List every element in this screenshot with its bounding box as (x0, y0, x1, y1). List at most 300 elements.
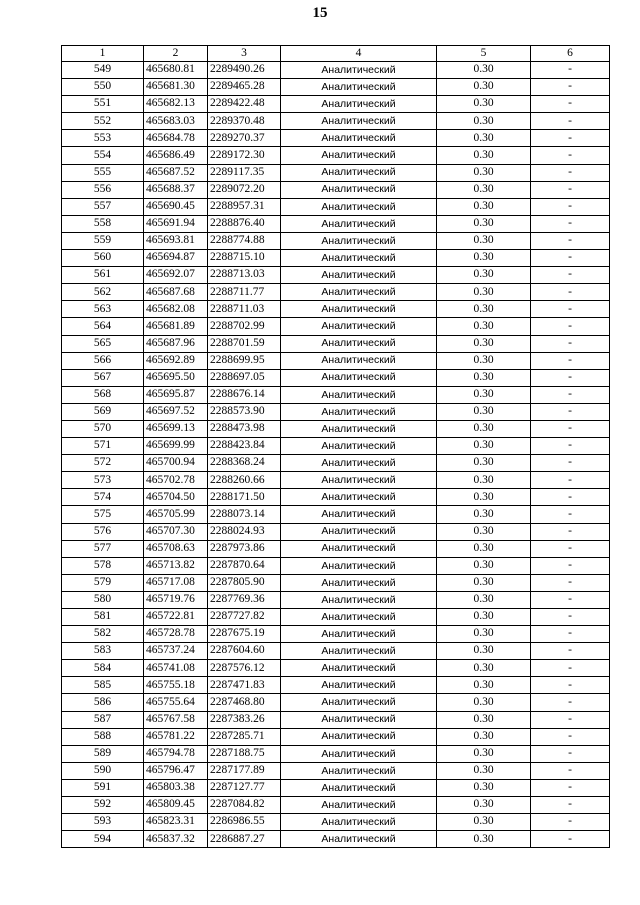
accuracy-cell: 0.30 (437, 762, 531, 779)
point-number-cell: 579 (62, 574, 144, 591)
point-number-cell: 562 (62, 284, 144, 301)
note-cell: - (531, 62, 610, 79)
method-cell: Аналитический (281, 130, 437, 147)
y-coordinate-cell: 2286986.55 (208, 814, 281, 831)
x-coordinate-cell: 465755.18 (144, 677, 208, 694)
y-coordinate-cell: 2288697.05 (208, 369, 281, 386)
table-row (62, 164, 610, 181)
method-cell: Аналитический (281, 438, 437, 455)
note-cell: - (531, 438, 610, 455)
note-cell: - (531, 130, 610, 147)
point-number-cell: 565 (62, 335, 144, 352)
method-cell: Аналитический (281, 745, 437, 762)
table-row (62, 694, 610, 711)
x-coordinate-cell: 465713.82 (144, 557, 208, 574)
method-cell: Аналитический (281, 591, 437, 608)
table-row (62, 96, 610, 113)
accuracy-cell: 0.30 (437, 831, 531, 848)
method-cell: Аналитический (281, 643, 437, 660)
y-coordinate-cell: 2287604.60 (208, 643, 281, 660)
table-row (62, 369, 610, 386)
method-cell: Аналитический (281, 626, 437, 643)
table-header-row (62, 46, 610, 62)
point-number-cell: 588 (62, 728, 144, 745)
accuracy-cell: 0.30 (437, 523, 531, 540)
note-cell: - (531, 643, 610, 660)
accuracy-cell: 0.30 (437, 557, 531, 574)
x-coordinate-cell: 465699.13 (144, 420, 208, 437)
note-cell: - (531, 677, 610, 694)
method-cell: Аналитический (281, 728, 437, 745)
point-number-cell: 587 (62, 711, 144, 728)
y-coordinate-cell: 2287727.82 (208, 609, 281, 626)
method-cell: Аналитический (281, 250, 437, 267)
table-row (62, 130, 610, 147)
note-cell: - (531, 318, 610, 335)
method-cell: Аналитический (281, 335, 437, 352)
method-cell: Аналитический (281, 455, 437, 472)
accuracy-cell: 0.30 (437, 79, 531, 96)
x-coordinate-cell: 465683.03 (144, 113, 208, 130)
point-number-cell: 560 (62, 250, 144, 267)
x-coordinate-cell: 465687.96 (144, 335, 208, 352)
point-number-cell: 563 (62, 301, 144, 318)
point-number-cell: 569 (62, 403, 144, 420)
accuracy-cell: 0.30 (437, 506, 531, 523)
point-number-cell: 552 (62, 113, 144, 130)
accuracy-cell: 0.30 (437, 215, 531, 232)
note-cell: - (531, 728, 610, 745)
point-number-cell: 580 (62, 591, 144, 608)
point-number-cell: 594 (62, 831, 144, 848)
table-row (62, 335, 610, 352)
note-cell: - (531, 489, 610, 506)
point-number-cell: 575 (62, 506, 144, 523)
table-row (62, 267, 610, 284)
y-coordinate-cell: 2289370.48 (208, 113, 281, 130)
accuracy-cell: 0.30 (437, 164, 531, 181)
y-coordinate-cell: 2288073.14 (208, 506, 281, 523)
x-coordinate-cell: 465755.64 (144, 694, 208, 711)
y-coordinate-cell: 2289072.20 (208, 181, 281, 198)
point-number-cell: 578 (62, 557, 144, 574)
y-coordinate-cell: 2288260.66 (208, 472, 281, 489)
point-number-cell: 577 (62, 540, 144, 557)
y-coordinate-cell: 2289172.30 (208, 147, 281, 164)
accuracy-cell: 0.30 (437, 438, 531, 455)
method-cell: Аналитический (281, 762, 437, 779)
point-number-cell: 573 (62, 472, 144, 489)
x-coordinate-cell: 465707.30 (144, 523, 208, 540)
accuracy-cell: 0.30 (437, 250, 531, 267)
note-cell: - (531, 660, 610, 677)
accuracy-cell: 0.30 (437, 728, 531, 745)
y-coordinate-cell: 2288711.77 (208, 284, 281, 301)
column-header-2: 2 (144, 46, 208, 62)
accuracy-cell: 0.30 (437, 420, 531, 437)
method-cell: Аналитический (281, 284, 437, 301)
column-header-3: 3 (208, 46, 281, 62)
method-cell: Аналитический (281, 164, 437, 181)
y-coordinate-cell: 2288473.98 (208, 420, 281, 437)
method-cell: Аналитический (281, 113, 437, 130)
note-cell: - (531, 609, 610, 626)
table-row (62, 232, 610, 249)
note-cell: - (531, 352, 610, 369)
accuracy-cell: 0.30 (437, 643, 531, 660)
x-coordinate-cell: 465692.07 (144, 267, 208, 284)
y-coordinate-cell: 2289117.35 (208, 164, 281, 181)
table-row (62, 814, 610, 831)
note-cell: - (531, 591, 610, 608)
x-coordinate-cell: 465708.63 (144, 540, 208, 557)
x-coordinate-cell: 465692.89 (144, 352, 208, 369)
note-cell: - (531, 79, 610, 96)
y-coordinate-cell: 2288701.59 (208, 335, 281, 352)
x-coordinate-cell: 465767.58 (144, 711, 208, 728)
y-coordinate-cell: 2287285.71 (208, 728, 281, 745)
table-row (62, 557, 610, 574)
point-number-cell: 553 (62, 130, 144, 147)
table-row (62, 831, 610, 848)
method-cell: Аналитический (281, 352, 437, 369)
note-cell: - (531, 745, 610, 762)
table-row (62, 386, 610, 403)
table-row (62, 318, 610, 335)
accuracy-cell: 0.30 (437, 711, 531, 728)
point-number-cell: 590 (62, 762, 144, 779)
accuracy-cell: 0.30 (437, 626, 531, 643)
method-cell: Аналитический (281, 540, 437, 557)
y-coordinate-cell: 2289490.26 (208, 62, 281, 79)
x-coordinate-cell: 465796.47 (144, 762, 208, 779)
table-row (62, 711, 610, 728)
point-number-cell: 591 (62, 779, 144, 796)
note-cell: - (531, 335, 610, 352)
x-coordinate-cell: 465694.87 (144, 250, 208, 267)
x-coordinate-cell: 465837.32 (144, 831, 208, 848)
note-cell: - (531, 181, 610, 198)
note-cell: - (531, 403, 610, 420)
x-coordinate-cell: 465688.37 (144, 181, 208, 198)
x-coordinate-cell: 465823.31 (144, 814, 208, 831)
point-number-cell: 551 (62, 96, 144, 113)
method-cell: Аналитический (281, 369, 437, 386)
accuracy-cell: 0.30 (437, 694, 531, 711)
note-cell: - (531, 797, 610, 814)
method-cell: Аналитический (281, 147, 437, 164)
x-coordinate-cell: 465741.08 (144, 660, 208, 677)
accuracy-cell: 0.30 (437, 198, 531, 215)
y-coordinate-cell: 2287383.26 (208, 711, 281, 728)
note-cell: - (531, 198, 610, 215)
accuracy-cell: 0.30 (437, 267, 531, 284)
accuracy-cell: 0.30 (437, 472, 531, 489)
table-row (62, 626, 610, 643)
accuracy-cell: 0.30 (437, 574, 531, 591)
y-coordinate-cell: 2288957.31 (208, 198, 281, 215)
x-coordinate-cell: 465728.78 (144, 626, 208, 643)
point-number-cell: 585 (62, 677, 144, 694)
y-coordinate-cell: 2287769.36 (208, 591, 281, 608)
method-cell: Аналитический (281, 506, 437, 523)
note-cell: - (531, 215, 610, 232)
accuracy-cell: 0.30 (437, 130, 531, 147)
column-header-5: 5 (437, 46, 531, 62)
table-row (62, 403, 610, 420)
point-number-cell: 555 (62, 164, 144, 181)
method-cell: Аналитический (281, 557, 437, 574)
y-coordinate-cell: 2288715.10 (208, 250, 281, 267)
y-coordinate-cell: 2287973.86 (208, 540, 281, 557)
point-number-cell: 564 (62, 318, 144, 335)
note-cell: - (531, 232, 610, 249)
table-row (62, 113, 610, 130)
method-cell: Аналитический (281, 198, 437, 215)
x-coordinate-cell: 465809.45 (144, 797, 208, 814)
y-coordinate-cell: 2288368.24 (208, 455, 281, 472)
point-number-cell: 593 (62, 814, 144, 831)
x-coordinate-cell: 465681.89 (144, 318, 208, 335)
note-cell: - (531, 831, 610, 848)
point-number-cell: 557 (62, 198, 144, 215)
column-header-4: 4 (281, 46, 437, 62)
method-cell: Аналитический (281, 267, 437, 284)
accuracy-cell: 0.30 (437, 232, 531, 249)
note-cell: - (531, 301, 610, 318)
table-row (62, 301, 610, 318)
point-number-cell: 549 (62, 62, 144, 79)
note-cell: - (531, 523, 610, 540)
point-number-cell: 567 (62, 369, 144, 386)
x-coordinate-cell: 465705.99 (144, 506, 208, 523)
method-cell: Аналитический (281, 797, 437, 814)
note-cell: - (531, 147, 610, 164)
accuracy-cell: 0.30 (437, 369, 531, 386)
y-coordinate-cell: 2288711.03 (208, 301, 281, 318)
table-row (62, 284, 610, 301)
y-coordinate-cell: 2287870.64 (208, 557, 281, 574)
point-number-cell: 570 (62, 420, 144, 437)
x-coordinate-cell: 465686.49 (144, 147, 208, 164)
table-row (62, 79, 610, 96)
y-coordinate-cell: 2287177.89 (208, 762, 281, 779)
note-cell: - (531, 626, 610, 643)
table-row (62, 455, 610, 472)
note-cell: - (531, 284, 610, 301)
method-cell: Аналитический (281, 831, 437, 848)
accuracy-cell: 0.30 (437, 489, 531, 506)
point-number-cell: 556 (62, 181, 144, 198)
note-cell: - (531, 386, 610, 403)
table-row (62, 797, 610, 814)
method-cell: Аналитический (281, 301, 437, 318)
note-cell: - (531, 164, 610, 181)
method-cell: Аналитический (281, 420, 437, 437)
note-cell: - (531, 267, 610, 284)
x-coordinate-cell: 465697.52 (144, 403, 208, 420)
table-row (62, 745, 610, 762)
method-cell: Аналитический (281, 660, 437, 677)
y-coordinate-cell: 2287468.80 (208, 694, 281, 711)
point-number-cell: 559 (62, 232, 144, 249)
x-coordinate-cell: 465699.99 (144, 438, 208, 455)
x-coordinate-cell: 465690.45 (144, 198, 208, 215)
method-cell: Аналитический (281, 62, 437, 79)
method-cell: Аналитический (281, 574, 437, 591)
table-row (62, 438, 610, 455)
x-coordinate-cell: 465722.81 (144, 609, 208, 626)
point-number-cell: 571 (62, 438, 144, 455)
x-coordinate-cell: 465794.78 (144, 745, 208, 762)
accuracy-cell: 0.30 (437, 745, 531, 762)
point-number-cell: 568 (62, 386, 144, 403)
method-cell: Аналитический (281, 403, 437, 420)
method-cell: Аналитический (281, 181, 437, 198)
y-coordinate-cell: 2288171.50 (208, 489, 281, 506)
table-row (62, 540, 610, 557)
y-coordinate-cell: 2287471.83 (208, 677, 281, 694)
point-number-cell: 561 (62, 267, 144, 284)
accuracy-cell: 0.30 (437, 386, 531, 403)
y-coordinate-cell: 2287084.82 (208, 797, 281, 814)
point-number-cell: 558 (62, 215, 144, 232)
table-row (62, 147, 610, 164)
table-row (62, 62, 610, 79)
accuracy-cell: 0.30 (437, 147, 531, 164)
y-coordinate-cell: 2286887.27 (208, 831, 281, 848)
point-number-cell: 566 (62, 352, 144, 369)
method-cell: Аналитический (281, 609, 437, 626)
method-cell: Аналитический (281, 232, 437, 249)
page-number: 15 (312, 5, 328, 21)
x-coordinate-cell: 465702.78 (144, 472, 208, 489)
x-coordinate-cell: 465682.13 (144, 96, 208, 113)
method-cell: Аналитический (281, 472, 437, 489)
y-coordinate-cell: 2288699.95 (208, 352, 281, 369)
x-coordinate-cell: 465695.87 (144, 386, 208, 403)
y-coordinate-cell: 2288423.84 (208, 438, 281, 455)
x-coordinate-cell: 465717.08 (144, 574, 208, 591)
table-row (62, 420, 610, 437)
point-number-cell: 550 (62, 79, 144, 96)
table-body (62, 62, 610, 848)
table-row (62, 489, 610, 506)
accuracy-cell: 0.30 (437, 96, 531, 113)
table-row (62, 523, 610, 540)
note-cell: - (531, 779, 610, 796)
method-cell: Аналитический (281, 489, 437, 506)
x-coordinate-cell: 465719.76 (144, 591, 208, 608)
accuracy-cell: 0.30 (437, 301, 531, 318)
accuracy-cell: 0.30 (437, 797, 531, 814)
y-coordinate-cell: 2288676.14 (208, 386, 281, 403)
method-cell: Аналитический (281, 96, 437, 113)
table-row (62, 660, 610, 677)
note-cell: - (531, 96, 610, 113)
accuracy-cell: 0.30 (437, 335, 531, 352)
accuracy-cell: 0.30 (437, 62, 531, 79)
point-number-cell: 581 (62, 609, 144, 626)
note-cell: - (531, 557, 610, 574)
accuracy-cell: 0.30 (437, 540, 531, 557)
table-row (62, 250, 610, 267)
accuracy-cell: 0.30 (437, 318, 531, 335)
note-cell: - (531, 506, 610, 523)
table-row (62, 472, 610, 489)
note-cell: - (531, 711, 610, 728)
y-coordinate-cell: 2288702.99 (208, 318, 281, 335)
note-cell: - (531, 113, 610, 130)
table-row (62, 643, 610, 660)
table-row (62, 728, 610, 745)
x-coordinate-cell: 465681.30 (144, 79, 208, 96)
y-coordinate-cell: 2289270.37 (208, 130, 281, 147)
y-coordinate-cell: 2288876.40 (208, 215, 281, 232)
method-cell: Аналитический (281, 386, 437, 403)
note-cell: - (531, 762, 610, 779)
table-row (62, 352, 610, 369)
point-number-cell: 574 (62, 489, 144, 506)
point-number-cell: 554 (62, 147, 144, 164)
y-coordinate-cell: 2288713.03 (208, 267, 281, 284)
point-number-cell: 589 (62, 745, 144, 762)
table-row (62, 181, 610, 198)
point-number-cell: 584 (62, 660, 144, 677)
x-coordinate-cell: 465680.81 (144, 62, 208, 79)
note-cell: - (531, 540, 610, 557)
x-coordinate-cell: 465803.38 (144, 779, 208, 796)
note-cell: - (531, 420, 610, 437)
x-coordinate-cell: 465781.22 (144, 728, 208, 745)
y-coordinate-cell: 2287127.77 (208, 779, 281, 796)
point-number-cell: 576 (62, 523, 144, 540)
accuracy-cell: 0.30 (437, 403, 531, 420)
accuracy-cell: 0.30 (437, 677, 531, 694)
table-row (62, 591, 610, 608)
accuracy-cell: 0.30 (437, 113, 531, 130)
table-row (62, 779, 610, 796)
x-coordinate-cell: 465693.81 (144, 232, 208, 249)
x-coordinate-cell: 465691.94 (144, 215, 208, 232)
method-cell: Аналитический (281, 79, 437, 96)
y-coordinate-cell: 2288573.90 (208, 403, 281, 420)
accuracy-cell: 0.30 (437, 455, 531, 472)
y-coordinate-cell: 2288024.93 (208, 523, 281, 540)
table-row (62, 198, 610, 215)
accuracy-cell: 0.30 (437, 779, 531, 796)
method-cell: Аналитический (281, 711, 437, 728)
point-number-cell: 582 (62, 626, 144, 643)
x-coordinate-cell: 465684.78 (144, 130, 208, 147)
x-coordinate-cell: 465687.68 (144, 284, 208, 301)
column-header-6: 6 (531, 46, 610, 62)
method-cell: Аналитический (281, 779, 437, 796)
accuracy-cell: 0.30 (437, 814, 531, 831)
accuracy-cell: 0.30 (437, 284, 531, 301)
point-number-cell: 592 (62, 797, 144, 814)
x-coordinate-cell: 465704.50 (144, 489, 208, 506)
table-row (62, 677, 610, 694)
note-cell: - (531, 694, 610, 711)
note-cell: - (531, 472, 610, 489)
point-number-cell: 586 (62, 694, 144, 711)
x-coordinate-cell: 465737.24 (144, 643, 208, 660)
table-row (62, 506, 610, 523)
accuracy-cell: 0.30 (437, 352, 531, 369)
note-cell: - (531, 814, 610, 831)
note-cell: - (531, 250, 610, 267)
